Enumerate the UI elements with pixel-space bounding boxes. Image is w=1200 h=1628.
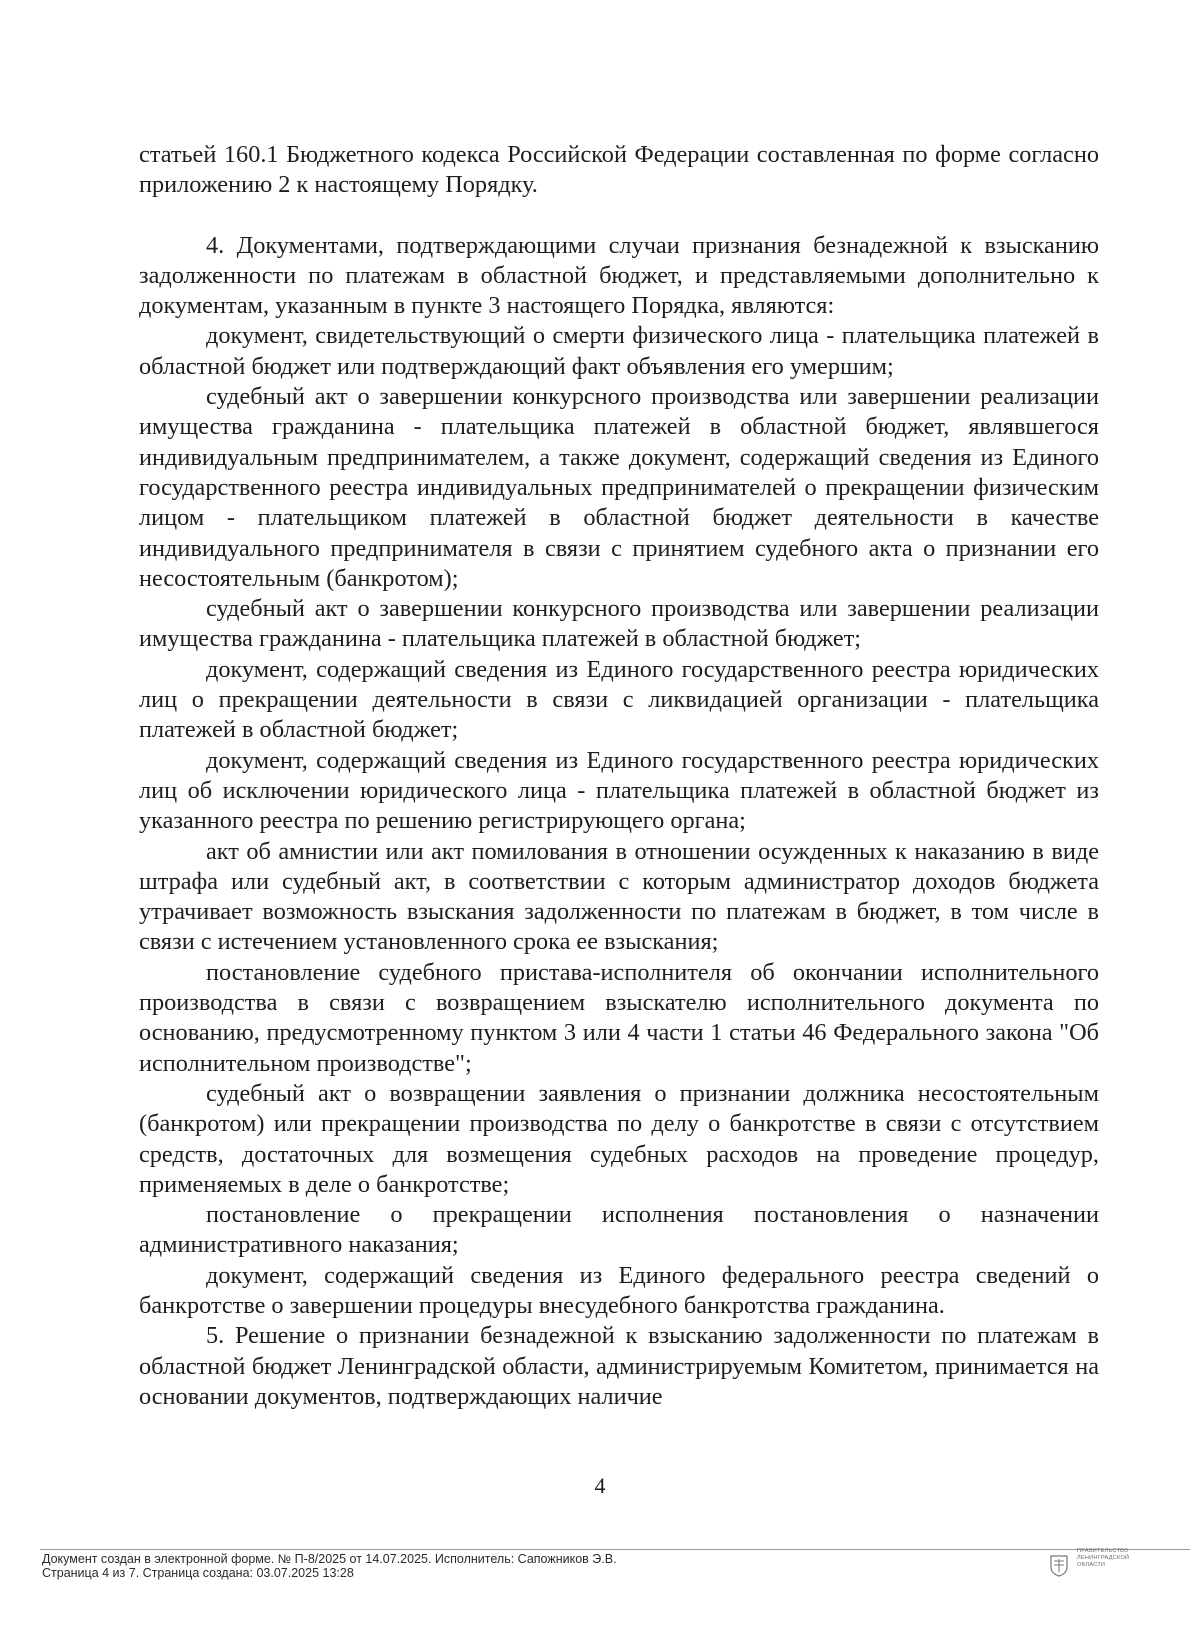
paragraph-bailiff-resolution: постановление судебного пристава-исполнителя об окончании исполнительного производства в связи с возвращением взыскателю исполнительного документа по основанию, предусмотренному пунктом 3 или 4 части 1 статьи 46 Федерального закона "Об исполнительном производстве"; [139, 958, 1099, 1077]
document-body [139, 140, 1099, 1412]
logo-text-line: ПРАВИТЕЛЬСТВО [1077, 1548, 1129, 1554]
paragraph-bankruptcy-return: судебный акт о возвращении заявления о признании должника несостоятельным (банкротом) или прекращении производства по делу о банкротстве в связи с отсутствием средств, достаточных для возмещения судебных расходов на проведение процедур, применяемых в деле о банкротстве; [139, 1079, 1099, 1198]
paragraph-item-4: 4. Документами, подтверждающими случаи признания безнадежной к взысканию задолженности по платежам в областной бюджет, и представляемыми дополнительно к документам, указанным в пункте 3 настоящего Порядка, являются: [139, 231, 1099, 320]
logo-text-line: ОБЛАСТИ [1077, 1562, 1106, 1568]
coat-of-arms-icon [1050, 1555, 1068, 1577]
footer-page-info: Страница 4 из 7. Страница создана: 03.07.2025 13:28 [42, 1566, 354, 1580]
footer-divider [40, 1549, 1190, 1550]
logo-text-line: ЛЕНИНГРАДСКОЙ [1077, 1555, 1130, 1561]
page-number: 4 [594, 1473, 606, 1498]
paragraph-death-document: документ, свидетельствующий о смерти физического лица - плательщика платежей в областной бюджет или подтверждающий факт объявления его умершим; [139, 322, 1099, 380]
paragraph-exclusion: документ, содержащий сведения из Единого государственного реестра юридических лиц об исключении юридического лица - плательщика платежей в областной бюджет из указанного реестра по решению регистрирующего органа; [139, 746, 1099, 835]
footer-document-info: Документ создан в электронной форме. № П-8/2025 от 14.07.2025. Исполнитель: Сапожников Э.В. [42, 1552, 617, 1566]
paragraph-extrajudicial-bankruptcy: документ, содержащий сведения из Единого федерального реестра сведений о банкротстве о завершении процедуры внесудебного банкротства гражданина. [139, 1261, 1099, 1319]
logo-caption [1077, 1548, 1129, 1569]
paragraph-citizen-bankruptcy: судебный акт о завершении конкурсного производства или завершении реализации имущества гражданина - плательщика платежей в областной бюджет; [139, 595, 1099, 653]
paragraph-administrative-penalty: постановление о прекращении исполнения постановления о назначении административного наказания; [139, 1201, 1099, 1259]
paragraph-item-5: 5. Решение о признании безнадежной к взысканию задолженности по платежам в областной бюджет Ленинградской области, администрируемым Комитетом, принимается на основании документов, подтверждающих наличие [139, 1322, 1099, 1410]
government-logo [1050, 1545, 1198, 1587]
footer-info [42, 1552, 617, 1580]
paragraph-liquidation: документ, содержащий сведения из Единого государственного реестра юридических лиц о прекращении деятельности в связи с ликвидацией организации - плательщика платежей в областной бюджет; [139, 655, 1099, 744]
paragraph-entrepreneur-bankruptcy: судебный акт о завершении конкурсного производства или завершении реализации имущества гражданина - плательщика платежей в областной бюджет, являвшегося индивидуальным предпринимателем, а также документ, содержащий сведения из Единого государственного реестра индивидуальных предпринимателей о прекращении физическим лицом - плательщиком платежей в областной бюджет деятельности в качестве индивидуального предпринимателя в связи с принятием судебного акта о признании его несостоятельным (банкротом); [139, 383, 1099, 592]
paragraph-amnesty: акт об амнистии или акт помилования в отношении осужденных к наказанию в виде штрафа или судебный акт, в соответствии с которым администратор доходов бюджета утрачивает возможность взыскания задолженности по платежам в бюджет, в том числе в связи с истечением установленного срока ее взыскания; [139, 837, 1099, 956]
paragraph-continuation: статьей 160.1 Бюджетного кодекса Российской Федерации составленная по форме согласно приложению 2 к настоящему Порядку. [139, 141, 1099, 199]
